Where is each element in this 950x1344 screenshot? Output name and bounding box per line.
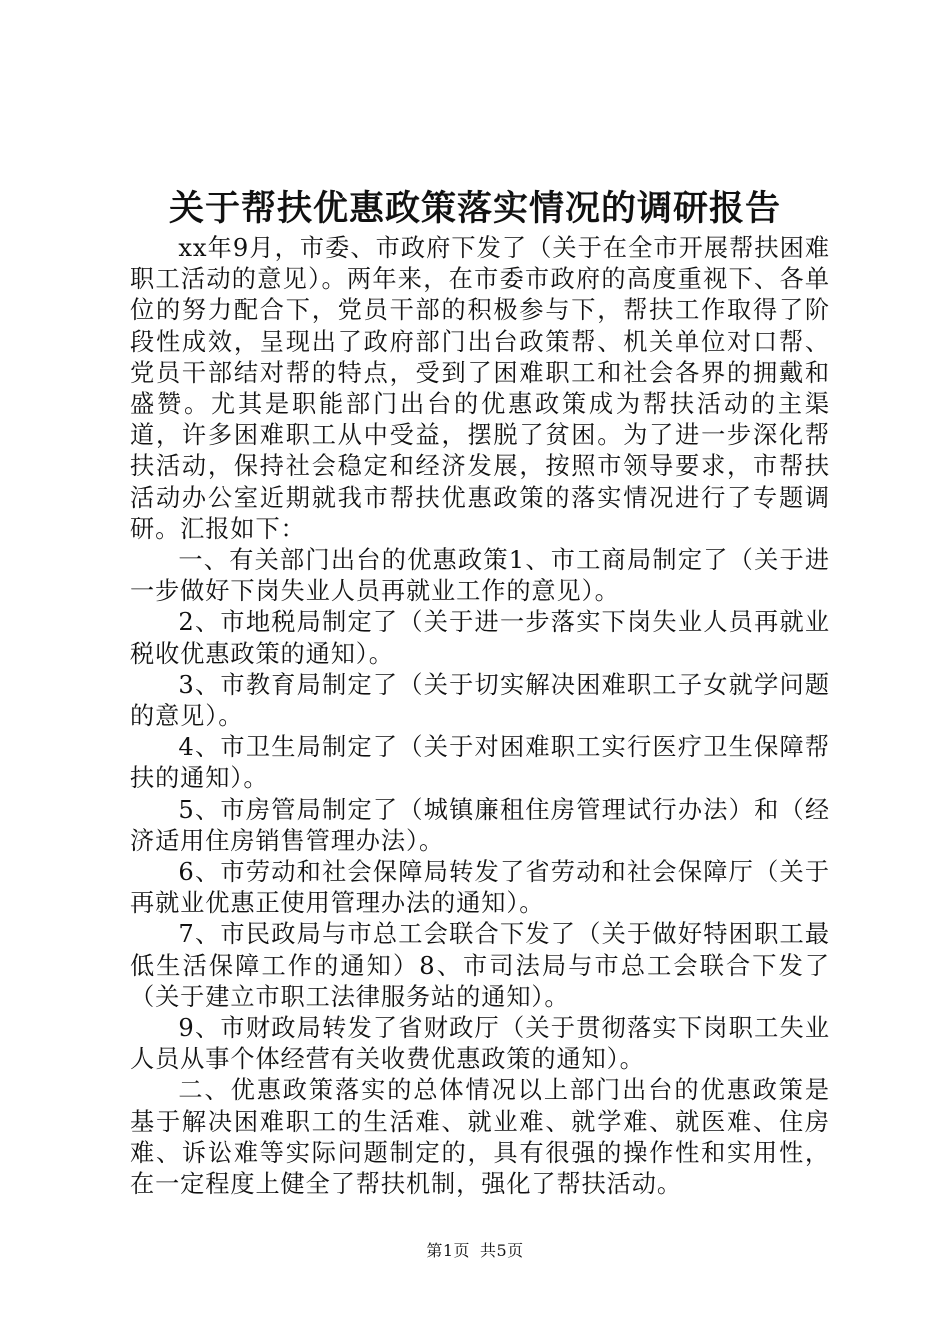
paragraph-item-9: 9、市财政局转发了省财政厅（关于贯彻落实下岗职工失业人员从事个体经营有关收费优惠政策的通知）。 bbox=[130, 1014, 830, 1074]
paragraph-item-2: 2、市地税局制定了（关于进一步落实下岗失业人员再就业税收优惠政策的通知）。 bbox=[130, 608, 830, 668]
page-footer bbox=[0, 1240, 950, 1262]
paragraph-intro: xx年9月，市委、市政府下发了（关于在全市开展帮扶困难职工活动的意见）。两年来，在市委市政府的高度重视下、各单位的努力配合下，党员干部的积极参与下，帮扶工作取得了阶段性成效，呈现出了政府部门出台政策帮、机关单位对口帮、党员干部结对帮的特点，受到了困难职工和社会各界的拥戴和盛赞。尤其是职能部门出台的优惠政策成为帮扶活动的主渠道，许多困难职工从中受益，摆脱了贫困。为了进一步深化帮扶活动，保持社会稳定和经济发展，按照市领导要求，市帮扶活动办公室近期就我市帮扶优惠政策的落实情况进行了专题调研。汇报如下： bbox=[130, 234, 830, 543]
paragraph-item-7-8: 7、市民政局与市总工会联合下发了（关于做好特困职工最低生活保障工作的通知）8、市司法局与市总工会联合下发了（关于建立市职工法律服务站的通知）。 bbox=[130, 920, 830, 1011]
paragraph-item-3: 3、市教育局制定了（关于切实解决困难职工子女就学问题的意见）。 bbox=[130, 670, 830, 731]
paragraph-section-1: 一、有关部门出台的优惠政策1、市工商局制定了（关于进一步做好下岗失业人员再就业工作的意见）。 bbox=[130, 546, 830, 606]
paragraph-section-2: 二、优惠政策落实的总体情况以上部门出台的优惠政策是基于解决困难职工的生活难、就业难、就学难、就医难、住房难、诉讼难等实际问题制定的，具有很强的操作性和实用性，在一定程度上健全了帮扶机制，强化了帮扶活动。 bbox=[130, 1076, 830, 1199]
page-number: 第1页 bbox=[426, 1241, 470, 1260]
paragraph-item-5: 5、市房管局制定了（城镇廉租住房管理试行办法）和（经济适用住房销售管理办法）。 bbox=[130, 795, 830, 855]
paragraph-item-4: 4、市卫生局制定了（关于对困难职工实行医疗卫生保障帮扶的通知）。 bbox=[130, 733, 830, 793]
page-total: 共5页 bbox=[480, 1241, 524, 1260]
paragraph-item-6: 6、市劳动和社会保障局转发了省劳动和社会保障厅（关于再就业优惠正使用管理办法的通知）。 bbox=[130, 858, 830, 918]
document-title: 关于帮扶优惠政策落实情况的调研报告 bbox=[168, 188, 781, 229]
document-body bbox=[130, 233, 830, 1200]
